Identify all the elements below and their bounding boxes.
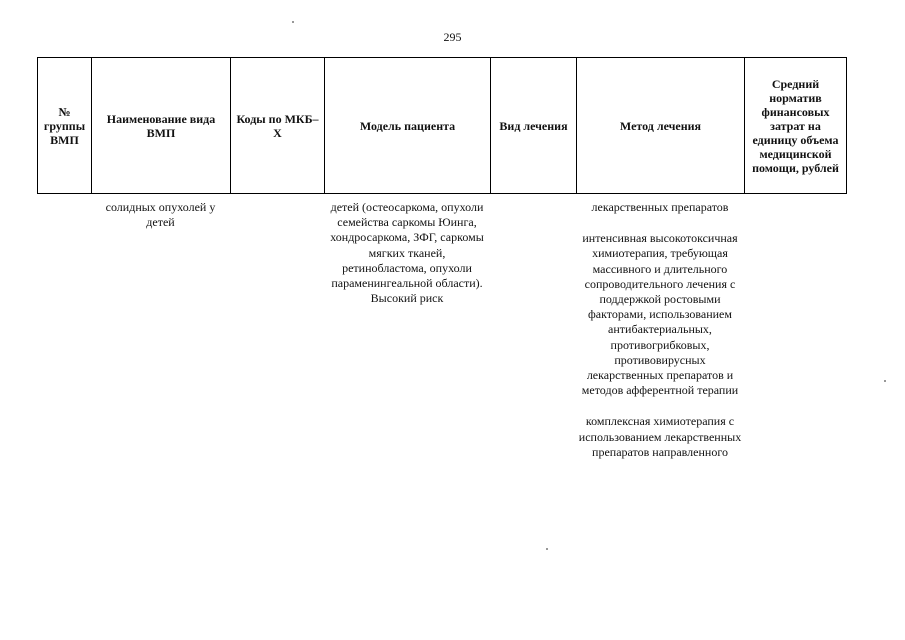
table-row (37, 200, 846, 476)
method-paragraph: лекарственных препаратов (591, 200, 729, 214)
cell-treatment-method (576, 200, 744, 476)
header-cost: Средний норматив финансовых затрат на единицу объема медицинской помощи, рублей (745, 58, 847, 194)
cell-patient-model: детей (остеосаркома, опухоли семейства саркомы Юинга, хондросаркома, ЗФГ, саркомы мягких тканей, ретинобластома, опухоли параменингеальной области). Высокий риск (330, 200, 484, 306)
page-number: 295 (443, 30, 462, 44)
method-paragraph: комплексная химиотерапия с использованием лекарственных препаратов направленного (578, 414, 742, 459)
scan-speck (292, 21, 294, 23)
header-patient-model: Модель пациента (325, 58, 491, 194)
cell-group-no (37, 200, 91, 476)
header-row (38, 58, 847, 194)
scan-speck (546, 548, 548, 550)
header-group-no: № группы ВМП (38, 58, 92, 194)
method-paragraph: интенсивная высокотоксичная химиотерапия, требующая массивного и длительного сопроводительного лечения с поддержкой ростовыми факторами, использованием антибактериальных, противогрибковых, противовирусных лекарственных препаратов и методов афферентной терапии (581, 231, 739, 398)
cell-icd-codes (230, 200, 324, 476)
cell-vmp-name: солидных опухолей у детей (105, 200, 216, 230)
header-treatment-method: Метод лечения (577, 58, 745, 194)
cell-treatment-type (490, 200, 576, 476)
table-header (37, 57, 847, 194)
header-vmp-name: Наименование вида ВМП (92, 58, 231, 194)
header-icd-codes: Коды по МКБ–Х (231, 58, 325, 194)
cell-cost (744, 200, 846, 476)
header-treatment-type: Вид лечения (491, 58, 577, 194)
table-body (37, 200, 846, 476)
scan-speck (884, 380, 886, 382)
